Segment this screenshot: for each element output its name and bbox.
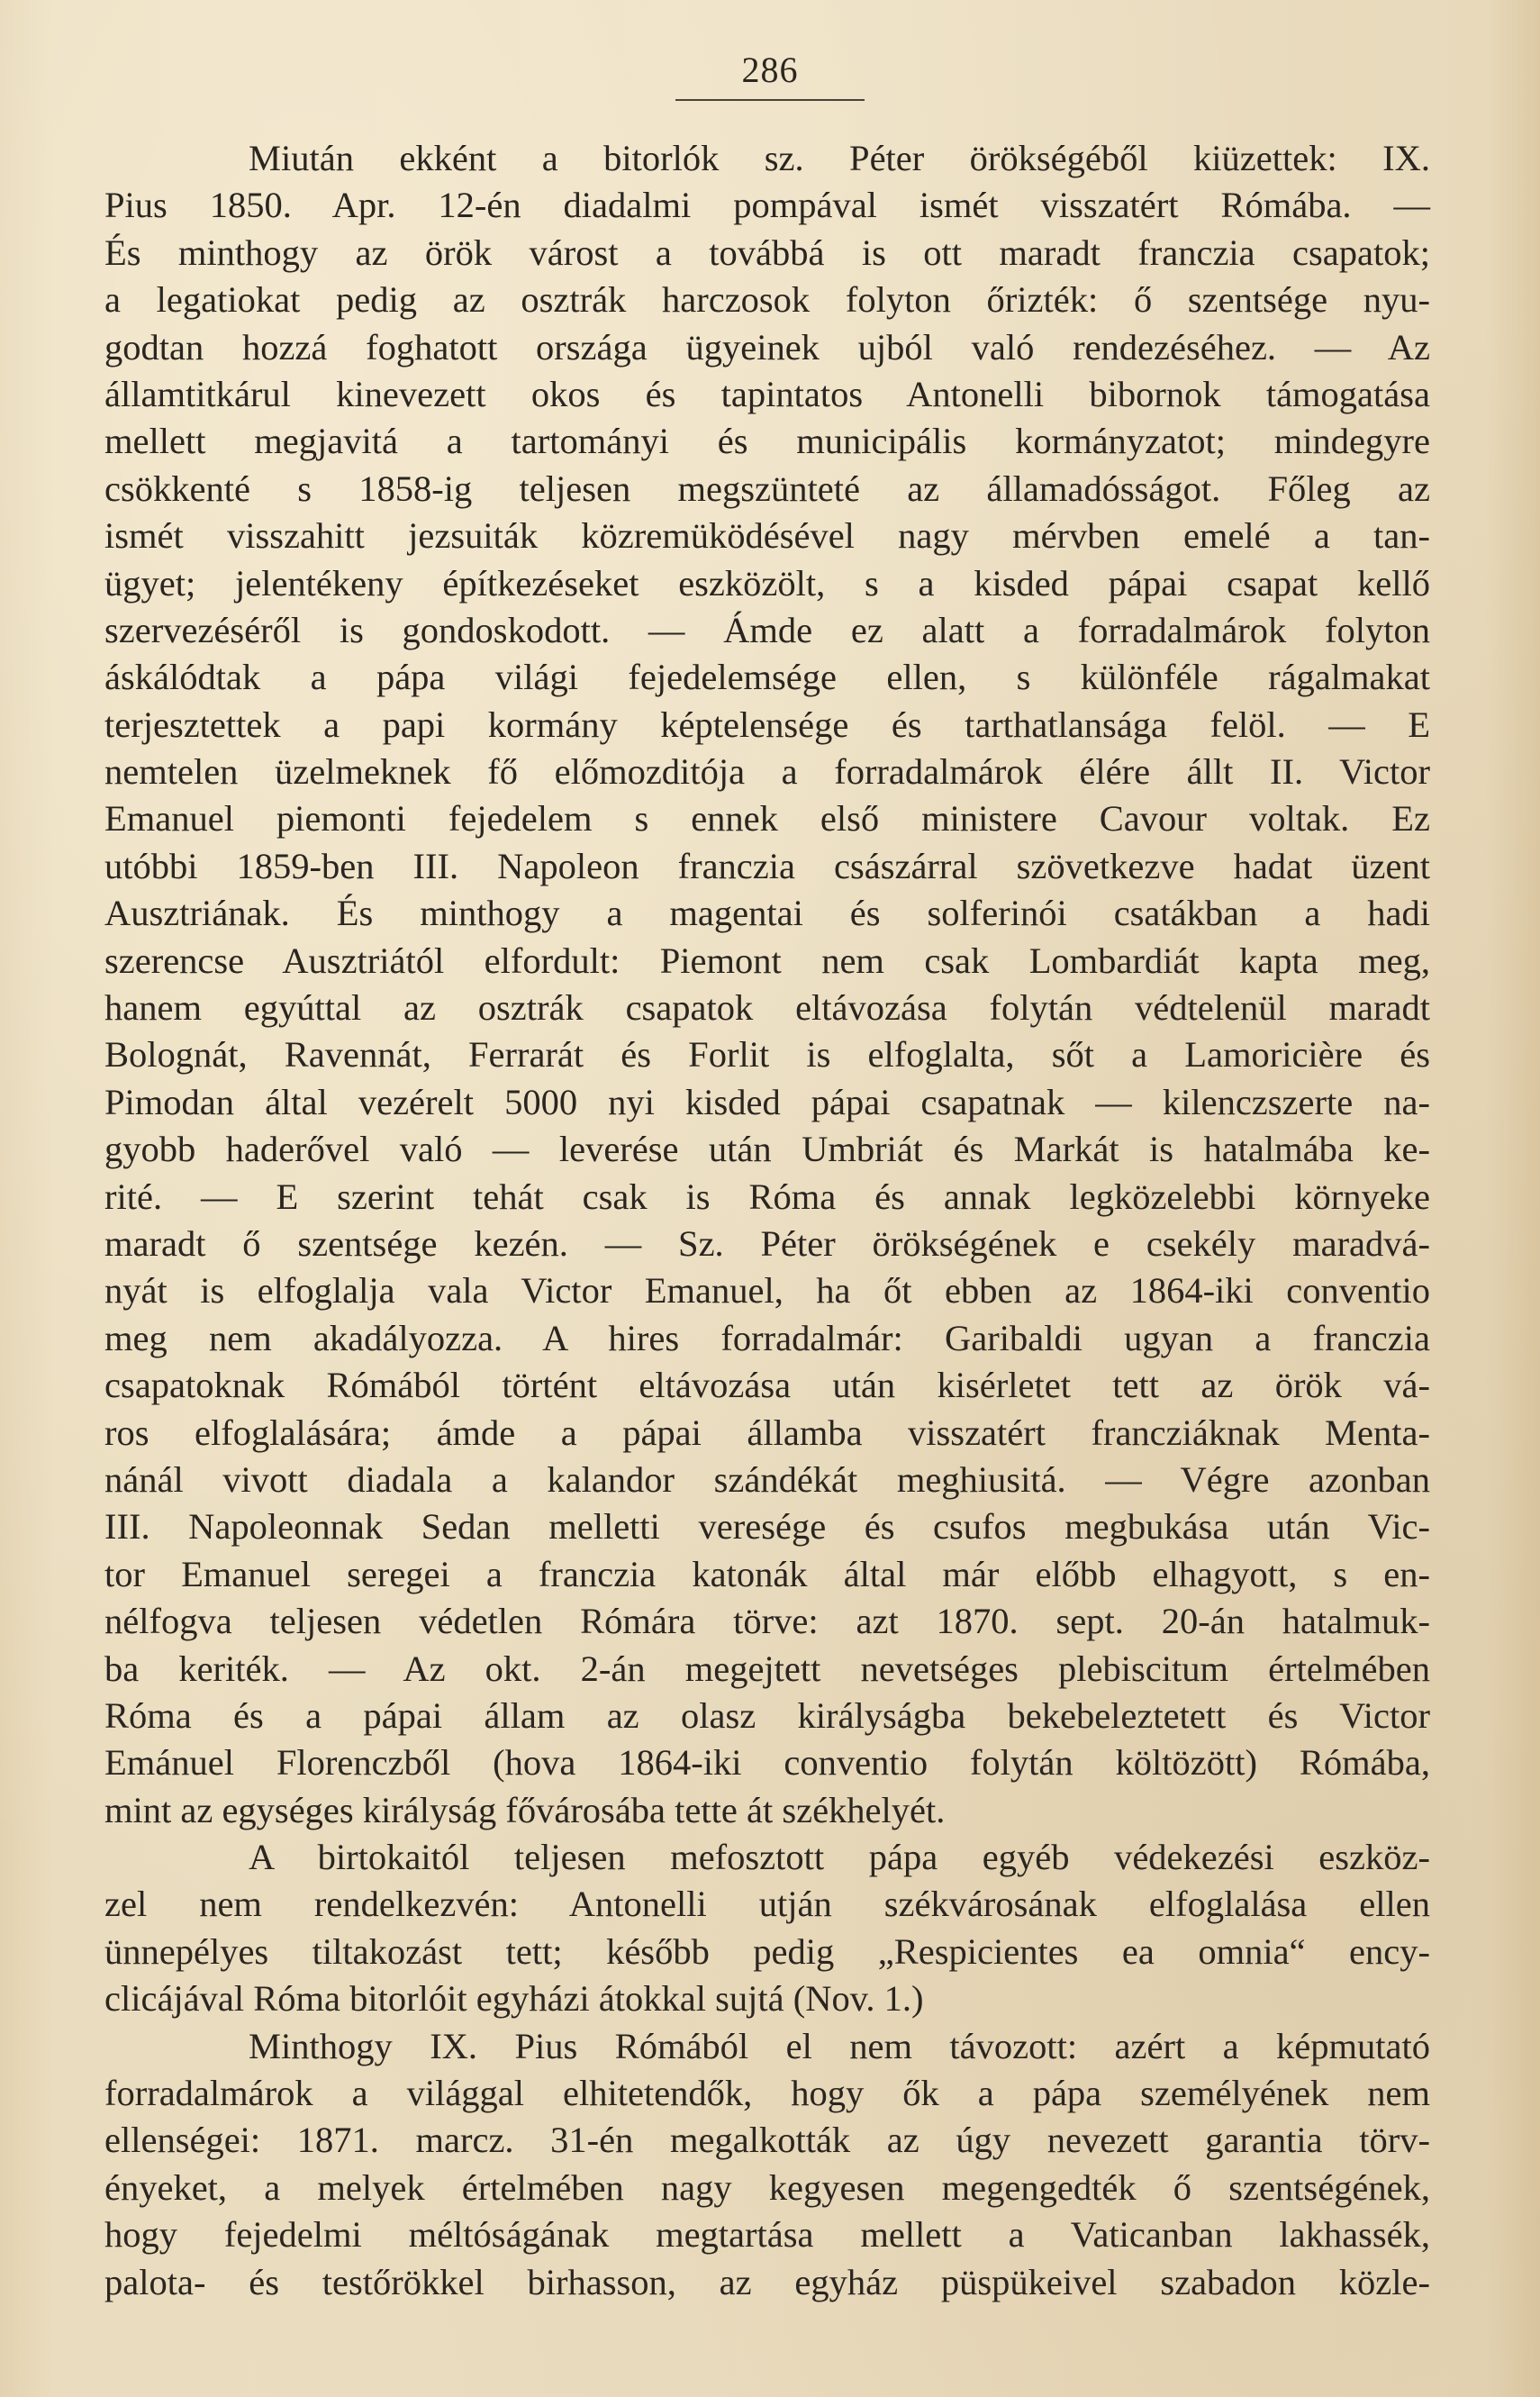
text-line: Emanuel piemonti fejedelem s ennek első ministere Cavour voltak. Ez [104,798,1430,840]
text-line: forradalmárok a világgal elhitetendők, hogy ők a pápa személyének nem [104,2073,1430,2114]
page-number: 286 [741,50,799,90]
text-line: ügyet; jelentékeny építkezéseket eszközölt, s a kisded pápai csapat kellő [104,562,1430,604]
text-line: ros elfoglalására; ámde a pápai államba visszatért francziáknak Menta- [104,1412,1430,1453]
text-line: Róma és a pápai állam az olasz királyságba bekebeleztetett és Victor [104,1694,1430,1736]
text-line: ismét visszahitt jezsuiták közremüködésével nagy mérvben emelé a tan- [104,515,1430,557]
text-line: godtan hozzá foghatott országa ügyeinek ujból való rendezéséhez. — Az [104,326,1430,368]
text-line: III. Napoleonnak Sedan melletti veresége és csufos megbukása után Vic- [104,1506,1430,1548]
text-line: Miután ekként a bitorlók sz. Péter örökségéből kiüzettek: IX. [249,138,1430,178]
text-line: palota- és testőrökkel birhasson, az egyház püspükeivel szabadon közle- [104,2261,1430,2302]
text-line: hogy fejedelmi méltóságának megtartása mellett a Vaticanban lakhassék, [104,2214,1430,2256]
text-line: A birtokaitól teljesen mefosztott pápa egyéb védekezési eszköz- [249,1837,1430,1878]
text-line: csapatoknak Rómából történt eltávozása után kisérletet tett az örök vá- [104,1365,1430,1406]
text-line: clicájával Róma bitorlóit egyházi átokkal sujtá (Nov. 1.) [104,1978,924,2020]
text-line: hanem egyúttal az osztrák csapatok eltávozása folytán védtelenül maradt [104,987,1430,1029]
text-line: ényeket, a melyek értelmében nagy kegyesen megengedték ő szentségének, [104,2166,1430,2208]
text-line: ünnepélyes tiltakozást tett; később pedig „Respicientes ea omnia“ ency- [104,1930,1430,1972]
text-line: gyobb haderővel való — leverése után Umbriát és Markát is hatalmába ke- [104,1129,1430,1170]
text-line: tor Emanuel seregei a franczia katonák által már előbb elhagyott, s en- [104,1553,1430,1594]
text-line: államtitkárul kinevezett okos és tapintatos Antonelli bibornok támogatása [104,373,1430,414]
text-line: áskálódtak a pápa világi fejedelemsége ellen, s különféle rágalmakat [104,657,1430,698]
text-line: rité. — E szerint tehát csak is Róma és annak legközelebbi környeke [104,1176,1430,1217]
text-line: nélfogva teljesen védetlen Rómára törve: azt 1870. sept. 20-án hatalmuk- [104,1601,1430,1642]
text-line: zel nem rendelkezvén: Antonelli utján székvárosának elfoglalása ellen [104,1884,1430,1925]
text-line: maradt ő szentsége kezén. — Sz. Péter örökségének e csekély maradvá- [104,1222,1430,1264]
text-line: meg nem akadályozza. A hires forradalmár: Garibaldi ugyan a franczia [104,1317,1430,1358]
text-line: Emánuel Florenczből (hova 1864-iki conventio folytán költözött) Rómába, [104,1742,1430,1784]
text-line: És minthogy az örök várost a továbbá is ott maradt franczia csapatok; [104,232,1430,273]
text-line: Pimodan által vezérelt 5000 nyi kisded pápai csapatnak — kilenczszerte na- [104,1081,1430,1122]
text-line: ellenségei: 1871. marcz. 31-én megalkották az úgy nevezett garantia törv- [104,2120,1430,2161]
text-line: terjesztettek a papi kormány képtelensége és tarthatlansága felöl. — E [104,704,1430,745]
text-line: Minthogy IX. Pius Rómából el nem távozott: azért a képmutató [249,2025,1430,2066]
text-line: ba keriték. — Az okt. 2-án megejtett nevetséges plebiscitum értelmében [104,1648,1430,1689]
text-line: Pius 1850. Apr. 12-én diadalmi pompával ismét visszatért Rómába. — [104,185,1430,226]
text-line: szerencse Ausztriától elfordult: Piemont nem csak Lombardiát kapta meg, [104,940,1430,981]
text-line: Ausztriának. És minthogy a magentai és solferinói csatákban a hadi [104,893,1430,934]
text-line: csökkenté s 1858-ig teljesen megszünteté az államadósságot. Főleg az [104,468,1430,509]
text-line: Bolognát, Ravennát, Ferrarát és Forlit is elfoglalta, sőt a Lamoricière és [104,1034,1430,1076]
text-line: szervezéséről is gondoskodott. — Ámde ez alatt a forradalmárok folyton [104,609,1430,650]
text-line: nemtelen üzelmeknek fő előmozditója a forradalmárok élére állt II. Victor [104,751,1430,793]
body-text [104,135,1430,2306]
text-line: utóbbi 1859-ben III. Napoleon franczia császárral szövetkezve hadat üzent [104,845,1430,886]
text-line: a legatiokat pedig az osztrák harczosok folyton őrizték: ő szentsége nyu- [104,279,1430,321]
header-rule [675,99,865,101]
text-line: nánál vivott diadala a kalandor szándékát meghiusitá. — Végre azonban [104,1458,1430,1500]
text-line: mellett megjavitá a tartományi és municipális kormányzatot; mindegyre [104,421,1430,462]
text-line: nyát is elfoglalja vala Victor Emanuel, ha őt ebben az 1864-iki conventio [104,1270,1430,1312]
text-line: mint az egységes királyság fővárosába tette át székhelyét. [104,1789,946,1830]
